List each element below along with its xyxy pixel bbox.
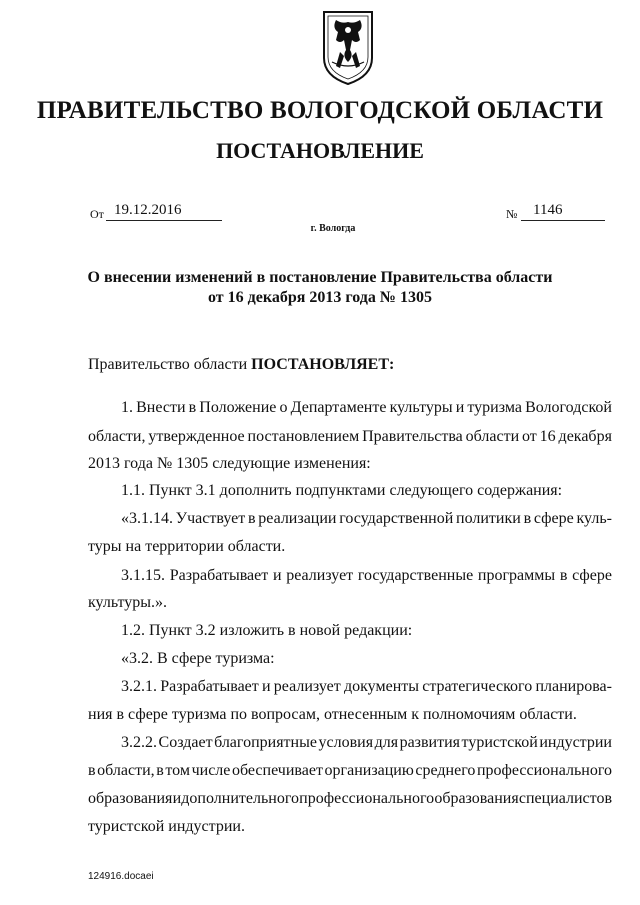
body-line: 3.2.2. Создает благоприятные условия для развития туристской индустрии [121, 734, 612, 751]
intro-bold-text: ПОСТАНОВЛЯЕТ: [251, 356, 395, 373]
body-line: туры на территории области. [88, 538, 286, 555]
subject-line: О внесении изменений в постановление Правительства области [87, 269, 553, 286]
body-line: 3.2.1. Разрабатывает и реализует документы стратегического планирова- [121, 678, 612, 695]
body-line: 1.2. Пункт 3.2 изложить в новой редакции: [121, 622, 413, 639]
body-line: ния в сфере туризма по вопросам, отнесенным к полномочиям области. [88, 706, 577, 723]
body-line: в области, в том числе обеспечивает организацию среднего профессионального [88, 762, 612, 779]
decree-date: 19.12.2016 [106, 202, 222, 221]
decree-subject [0, 268, 640, 308]
body-line: 1. Внести в Положение о Департаменте культуры и туризма Вологодской [121, 399, 612, 416]
number-label: № [506, 207, 518, 221]
body-line: «3.2. В сфере туризма: [121, 650, 275, 667]
intro-text: Правительство области [88, 356, 252, 373]
body-line: образования и дополнительного профессионального образования специалистов [88, 790, 612, 807]
decree-number: 1146 [521, 202, 605, 221]
vologda-coat-of-arms-icon [322, 10, 374, 86]
body-line: 2013 года № 1305 следующие изменения: [88, 455, 371, 472]
intro-paragraph [88, 356, 394, 374]
document-type: ПОСТАНОВЛЕНИЕ [216, 138, 424, 163]
subject-line: от 16 декабря 2013 года № 1305 [208, 289, 432, 306]
body-line: «3.1.14. Участвует в реализации государственной политики в сфере куль- [121, 510, 612, 527]
file-name: 124916.docaei [88, 871, 154, 882]
date-label: От [90, 207, 104, 221]
body-line: области, утвержденное постановлением Правительства области от 16 декабря [88, 428, 612, 445]
body-line: культуры.». [88, 594, 168, 611]
body-line: 3.1.15. Разрабатывает и реализует государственные программы в сфере [121, 567, 612, 584]
city: г. Вологда [310, 223, 356, 234]
body-line: 1.1. Пункт 3.1 дополнить подпунктами следующего содержания: [121, 482, 563, 499]
body-line: туристской индустрии. [88, 818, 245, 835]
government-title: ПРАВИТЕЛЬСТВО ВОЛОГОДСКОЙ ОБЛАСТИ [36, 97, 604, 124]
